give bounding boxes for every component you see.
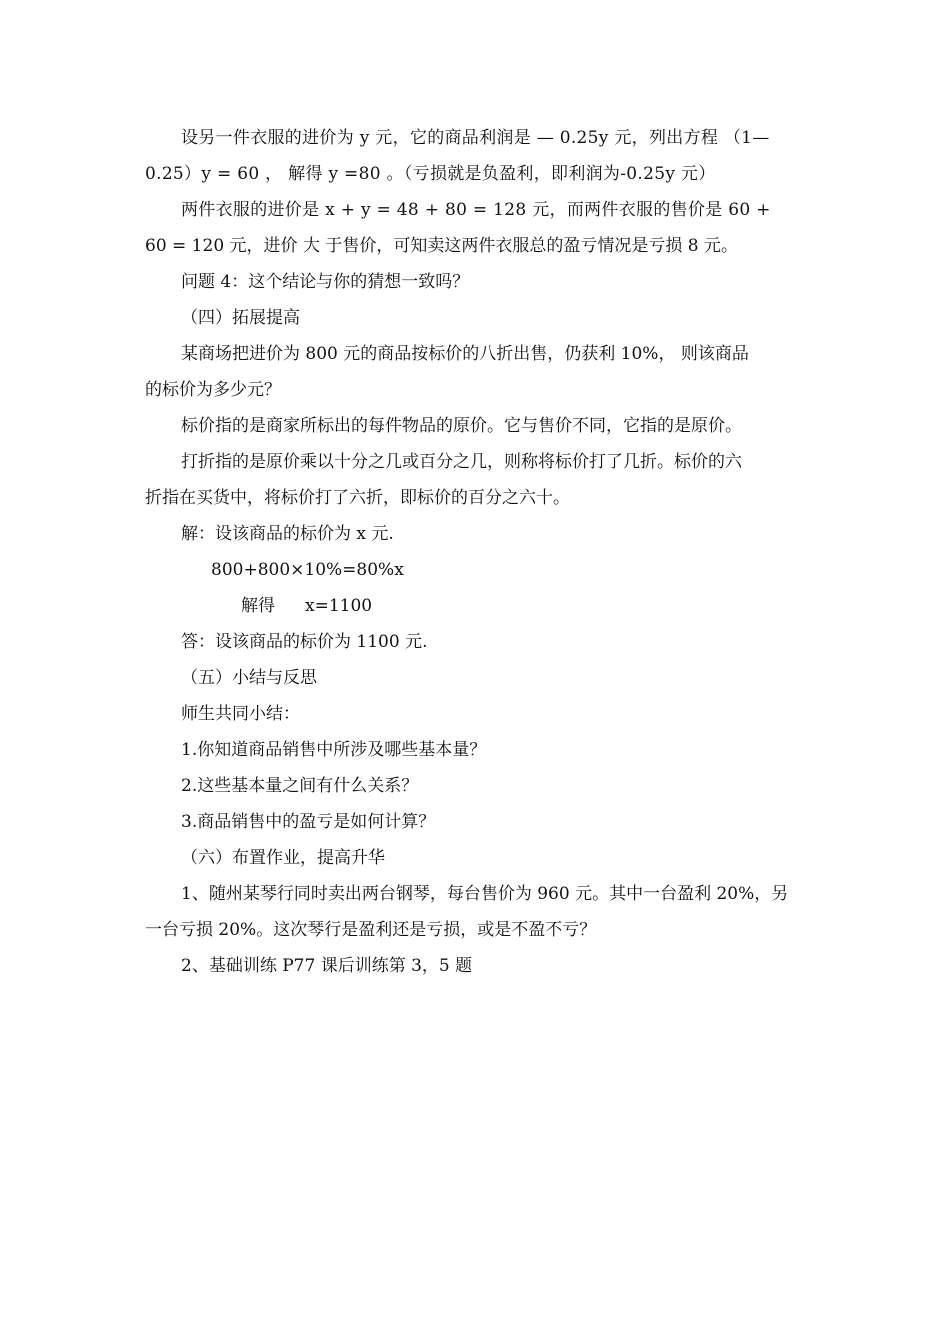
section-heading: （六）布置作业，提高升华 [181,848,385,868]
paragraph-line: 60 = 120 元，进价 大 于售价，可知卖这两件衣服总的盈亏情况是亏损 8 元。 [145,236,738,256]
solution-line: 解：设该商品的标价为 x 元. [181,524,394,544]
paragraph-line: 0.25）y = 60 ， 解得 y =80 。（亏损就是负盈利，即利润为-0.25y 元） [145,164,716,184]
section-heading: （五）小结与反思 [181,668,317,688]
solution-result-line [145,588,813,624]
paragraph-line: 两件衣服的进价是 x + y = 48 + 80 = 128 元，而两件衣服的售价是 60 + [181,200,771,220]
homework-item: 2、基础训练 P77 课后训练第 3，5 题 [181,956,473,976]
paragraph-line: 折指在买货中，将标价打了六折，即标价的百分之六十。 [145,488,570,508]
solution-label: 解得 [241,596,275,616]
list-item: 1.你知道商品销售中所涉及哪些基本量？ [181,740,487,760]
answer-line: 答：设该商品的标价为 1100 元. [181,632,428,652]
section-heading: （四）拓展提高 [181,308,300,328]
equation-line: 800+800×10%=80%x [211,560,404,580]
homework-item-continued: 一台亏损 20%。这次琴行是盈利还是亏损，或是不盈不亏？ [145,920,597,940]
question-line: 问题 4：这个结论与你的猜想一致吗？ [181,272,470,292]
list-item: 3.商品销售中的盈亏是如何计算？ [181,812,436,832]
paragraph-line: 的标价为多少元？ [145,380,281,400]
list-item: 2.这些基本量之间有什么关系？ [181,776,419,796]
paragraph-line: 师生共同小结： [181,704,300,724]
solution-value: x=1100 [305,596,373,616]
paragraph-line: 某商场把进价为 800 元的商品按标价的八折出售，仍获利 10%， 则该商品 [181,344,749,364]
paragraph-line: 打折指的是原价乘以十分之几或百分之几，则称将标价打了几折。标价的六 [181,452,742,472]
document-body [145,120,813,984]
paragraph-line: 标价指的是商家所标出的每件物品的原价。它与售价不同，它指的是原价。 [181,416,742,436]
homework-item: 1、随州某琴行同时卖出两台钢琴，每台售价为 960 元。其中一台盈利 20%，另 [181,884,789,904]
paragraph-line: 设另一件衣服的进价为 y 元，它的商品利润是 — 0.25y 元，列出方程 （1— [181,128,770,148]
